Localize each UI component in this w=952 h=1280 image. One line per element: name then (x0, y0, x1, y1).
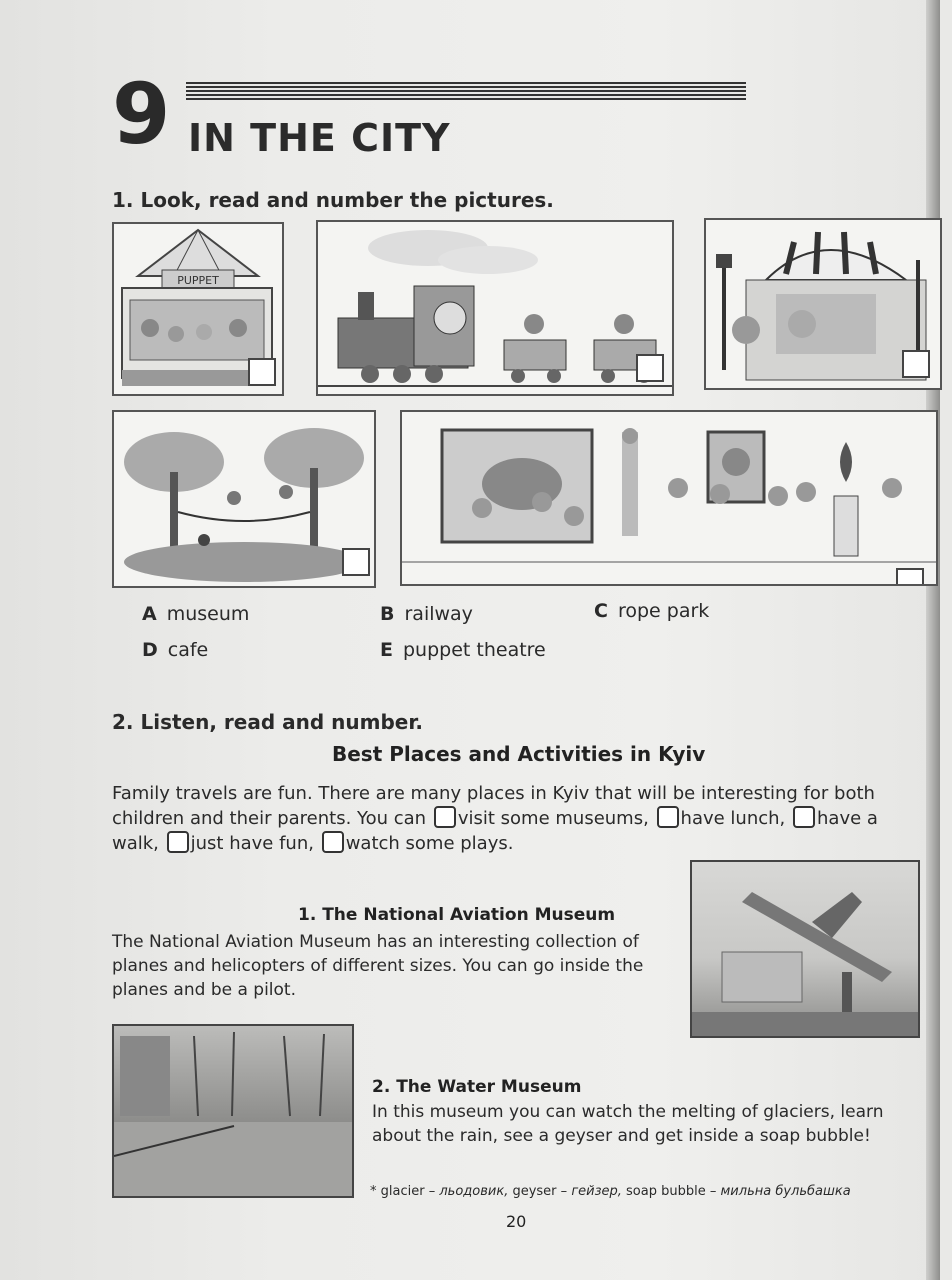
picture-museum (400, 410, 938, 586)
checkbox-3[interactable] (793, 806, 815, 828)
page-number: 20 (506, 1212, 527, 1231)
section1-text: The National Aviation Museum has an interesting collection of planes and helicopters of different sizes. You can go inside the planes and be a pilot. (112, 932, 644, 1000)
answer-box-3[interactable] (902, 350, 930, 378)
checkbox-4[interactable] (167, 831, 189, 853)
footnote-term-2: geyser – (512, 1184, 568, 1199)
intro-text: Family travels are fun. There are many places in Kyiv that will be interesting for both children and their parents. You can (112, 783, 875, 829)
picture-railway (316, 220, 674, 396)
answer-box-4[interactable] (342, 548, 370, 576)
unit-title: IN THE CITY (188, 116, 451, 160)
museum-illustration (402, 412, 936, 584)
activity-3: have a walk, (112, 808, 878, 854)
footnote-term-1: glacier – (380, 1184, 436, 1199)
intro-paragraph (112, 782, 924, 856)
checkbox-1[interactable] (434, 806, 456, 828)
aviation-museum-photo (690, 860, 920, 1038)
option-b (380, 603, 473, 625)
option-c-letter: C (594, 600, 608, 622)
checkbox-5[interactable] (322, 831, 344, 853)
option-e (380, 639, 546, 661)
reading-title: Best Places and Activities in Kyiv (332, 742, 706, 766)
footnote-translation-2: гейзер, (571, 1184, 622, 1199)
footnote-translation-3: мильна бульбашка (720, 1184, 851, 1199)
option-d-text: cafe (167, 639, 209, 661)
activity-1: visit some museums, (457, 808, 649, 829)
section1-title: 1. The National Aviation Museum (298, 905, 616, 925)
railway-illustration (318, 222, 672, 394)
puppet-sign: PUPPET (177, 274, 219, 287)
unit-header-bar (186, 82, 746, 100)
airplane-photo-graphic (692, 862, 918, 1036)
option-c (594, 600, 709, 622)
option-b-text: railway (404, 603, 473, 625)
water-museum-photo (112, 1024, 354, 1198)
option-a-letter: A (142, 603, 157, 625)
option-b-letter: B (380, 603, 395, 625)
footnote-term-3: soap bubble – (626, 1184, 717, 1199)
option-d-letter: D (142, 639, 158, 661)
section2-text: In this museum you can watch the melting of glaciers, learn about the rain, see a geyser and get inside a soap bubble! (372, 1102, 884, 1146)
activity-2: have lunch, (680, 808, 786, 829)
picture-rope-park (112, 410, 376, 588)
checkbox-2[interactable] (657, 806, 679, 828)
answer-box-2[interactable] (636, 354, 664, 382)
rope-park-illustration (114, 412, 374, 586)
answer-box-1[interactable] (248, 358, 276, 386)
page-edge-shadow (926, 0, 940, 1280)
option-d (142, 639, 208, 661)
footnote (370, 1184, 851, 1199)
option-e-letter: E (380, 639, 393, 661)
park-photo-graphic (114, 1026, 352, 1196)
unit-number: 9 (112, 65, 171, 163)
answer-box-5[interactable] (896, 568, 924, 586)
option-c-text: rope park (617, 600, 710, 622)
task2-instruction: 2. Listen, read and number. (112, 710, 423, 734)
option-a (142, 603, 249, 625)
task1-instruction: 1. Look, read and number the pictures. (112, 188, 554, 212)
footnote-star: * (370, 1184, 377, 1199)
footnote-translation-1: льодовик, (439, 1184, 509, 1199)
option-a-text: museum (166, 603, 250, 625)
picture-cafe (704, 218, 942, 390)
activity-5: watch some plays. (345, 833, 514, 854)
picture-puppet-theatre (112, 222, 284, 396)
section2-title: 2. The Water Museum (372, 1077, 582, 1097)
option-e-text: puppet theatre (402, 639, 546, 661)
activity-4: just have fun, (190, 833, 314, 854)
